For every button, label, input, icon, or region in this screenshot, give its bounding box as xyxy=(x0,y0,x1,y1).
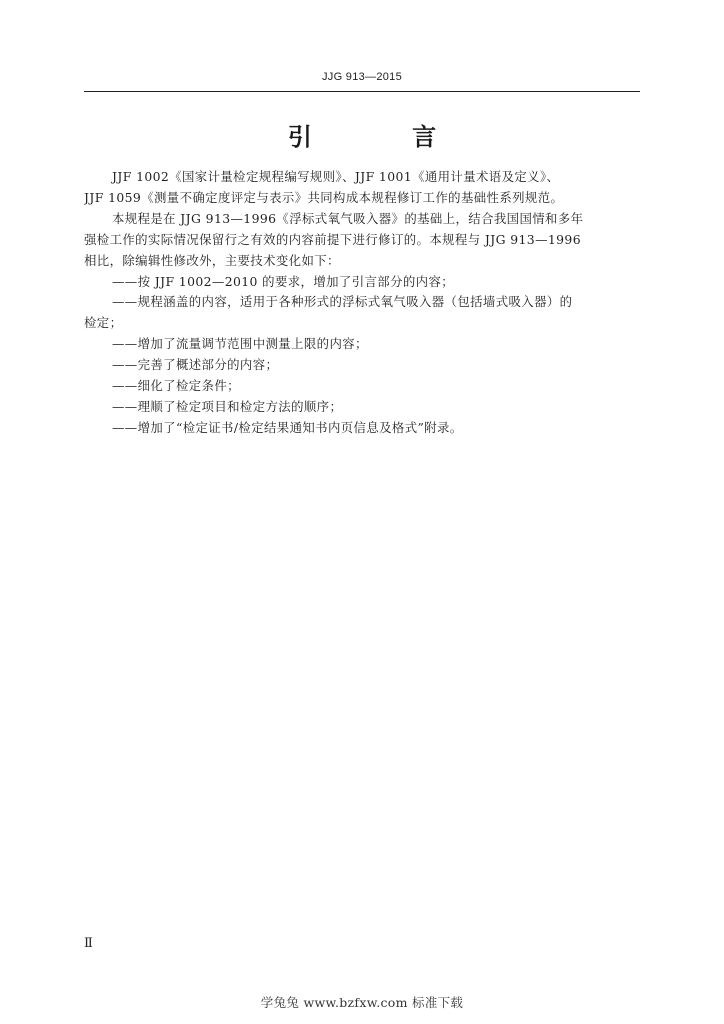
change-item: ——细化了检定条件； xyxy=(112,378,240,394)
standard-code-header: JJG 913—2015 xyxy=(321,71,403,83)
footer-watermark: 学兔兔 www.bzfxw.com 标准下载 xyxy=(260,995,464,1010)
change-item: ——增加了“检定证书/检定结果通知书内页信息及格式”附录。 xyxy=(112,419,463,435)
change-item: ——按 JJF 1002—2010 的要求，增加了引言部分的内容； xyxy=(112,273,455,289)
change-item: ——理顺了检定项目和检定方法的顺序； xyxy=(112,398,343,414)
paragraph-line: 本规程是在 JJG 913—1996《浮标式氧气吸入器》的基础上，结合我国国情和多年 xyxy=(112,210,584,226)
header-divider xyxy=(84,91,640,92)
paragraph-line: 相比，除编辑性修改外，主要技术变化如下： xyxy=(84,252,340,268)
change-item: ——完善了概述部分的内容； xyxy=(112,357,279,373)
paragraph-line: JJF 1059《测量不确定度评定与表示》共同构成本规程修订工作的基础性系列规范。 xyxy=(84,189,564,205)
paragraph-line: 强检工作的实际情况保留行之有效的内容前提下进行修订的。本规程与 JJG 913—1996 xyxy=(84,231,581,247)
body-text xyxy=(84,167,640,439)
page-number: Ⅱ xyxy=(84,936,93,951)
change-item: ——增加了流量调节范围中测量上限的内容； xyxy=(112,336,368,352)
change-item-continuation: 检定； xyxy=(84,315,123,331)
change-item: ——规程涵盖的内容，适用于各种形式的浮标式氧气吸入器（包括墙式吸入器）的 xyxy=(112,294,573,310)
section-title: 引 言 xyxy=(287,123,483,151)
paragraph-line: JJF 1002《国家计量检定规程编写规则》、JJF 1001《通用计量术语及定义》、 xyxy=(112,169,560,184)
